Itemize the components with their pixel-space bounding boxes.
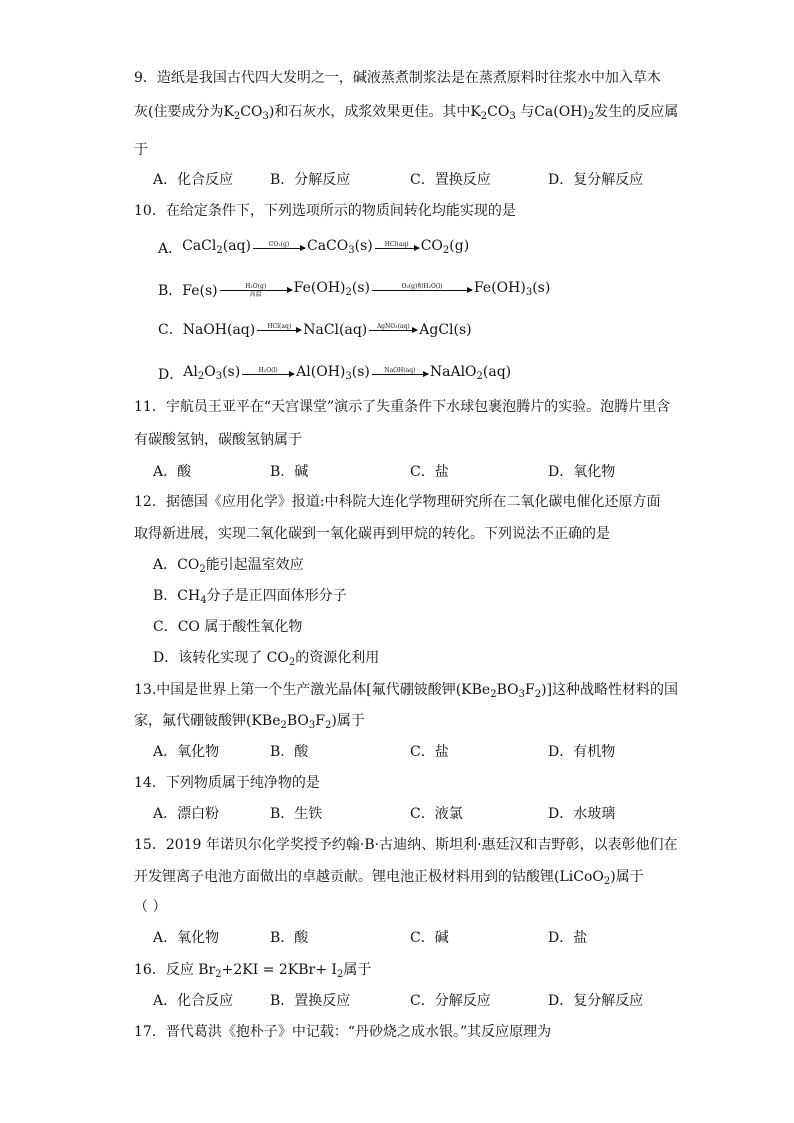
q17-stem: 17．晋代葛洪《抱朴子》中记载：“丹砂烧之成水银。”其反应原理为: [134, 1024, 552, 1040]
q9-option-a[interactable]: A．化合反应: [153, 172, 234, 188]
q11-option-a[interactable]: A．酸: [153, 464, 192, 480]
q11-option-c[interactable]: C．盐: [410, 464, 449, 480]
q9-option-c[interactable]: C．置换反应: [410, 172, 491, 188]
reaction-arrow: H₂O(l): [242, 367, 294, 382]
q15-option-d[interactable]: D．盐: [548, 930, 588, 946]
q12-stem-line1: 12．据德国《应用化学》报道:中科院大连化学物理研究所在二氧化碳电催化还原方面: [134, 494, 661, 510]
q14-option-a[interactable]: A．漂白粉: [153, 806, 220, 822]
q15-option-c[interactable]: C．碱: [410, 930, 449, 946]
reaction-arrow: AgNO₃(aq): [369, 323, 417, 338]
q13-option-d[interactable]: D．有机物: [548, 744, 616, 760]
q12-option-a[interactable]: A．$CO_2$能引起温室效应: [153, 557, 304, 575]
q16-stem: 16．反应 $Br_2+2KI = 2KBr+ I_2$属于: [134, 962, 372, 980]
reaction-arrow: CO₂(g): [253, 241, 305, 256]
q12-stem-line2: 取得新进展，实现二氧化碳到一氧化碳再到甲烷的转化。下列说法不正确的是: [134, 526, 610, 542]
q10-option-d[interactable]: D． $Al_2O_3(s)$ H₂O(l) $Al(OH)_3(s)$ NaOH(aq) NaAlO$_2$(aq): [158, 364, 512, 383]
q13-option-b[interactable]: B．酸: [270, 744, 309, 760]
q11-stem-line2: 有碳酸氢钠，碳酸氢钠属于: [134, 432, 302, 448]
reaction-arrow: H₂O(g) 高温: [220, 283, 292, 298]
q16-option-c[interactable]: C．分解反应: [410, 993, 491, 1009]
q16-option-a[interactable]: A．化合反应: [153, 993, 234, 1009]
q14-option-c[interactable]: C．液氯: [410, 806, 463, 822]
q13-option-c[interactable]: C．盐: [410, 744, 449, 760]
q10-option-a[interactable]: A． CaCl$_2$(aq) CO₂(g) CaCO$_3$(s) HCl(aq) $CO_2(g)$: [158, 238, 470, 257]
q12-option-c[interactable]: C．CO 属于酸性氧化物: [153, 619, 303, 635]
q12-option-d[interactable]: D．该转化实现了 $CO_2$的资源化利用: [153, 650, 380, 668]
q15-option-b[interactable]: B．酸: [270, 930, 309, 946]
q13-stem-line2: 家，氟代硼铍酸钾$(KBe_2BO_3F_2)$属于: [134, 713, 365, 731]
q9-option-b[interactable]: B．分解反应: [270, 172, 351, 188]
reaction-arrow: NaOH(aq): [372, 367, 428, 382]
q15-option-a[interactable]: A．氧化物: [153, 930, 220, 946]
q16-option-b[interactable]: B．置换反应: [270, 993, 351, 1009]
q10-option-b[interactable]: B． Fe(s) H₂O(g) 高温 $Fe(OH)_2(s)$ O₂(g)和H₂O(l) $Fe(OH)_3(s)$: [158, 280, 551, 299]
q14-option-b[interactable]: B．生铁: [270, 806, 323, 822]
q10-stem: 10．在给定条件下，下列选项所示的物质间转化均能实现的是: [134, 203, 516, 219]
q13-stem-line1: 13.中国是世界上第一个生产激光晶体[氟代硼铍酸钾$(KBe_2BO_3F_2)$]这种战略性材料的国: [134, 682, 679, 700]
q16-option-d[interactable]: D．复分解反应: [548, 993, 644, 1009]
q9-option-d[interactable]: D．复分解反应: [548, 172, 644, 188]
reaction-arrow: HCl(aq): [257, 323, 301, 338]
q9-stem-line3: 于: [134, 142, 148, 158]
q10-option-c[interactable]: C． NaOH(aq) HCl(aq) NaCl(aq) AgNO₃(aq) AgCl(s): [158, 322, 472, 338]
q13-option-a[interactable]: A．氧化物: [153, 744, 220, 760]
reaction-arrow: HCl(aq): [375, 241, 419, 256]
q15-answer-blank: （ ）: [134, 899, 167, 915]
q11-stem-line1: 11．宇航员王亚平在“天宫课堂”演示了失重条件下水球包裹泡腾片的实验。泡腾片里含: [134, 399, 671, 415]
q9-stem-line1: 9．造纸是我国古代四大发明之一，碱液蒸煮制浆法是在蒸煮原料时往浆水中加入草木: [134, 70, 661, 86]
q15-stem-line1: 15．2019 年诺贝尔化学奖授予约翰·B·古迪纳、斯坦利·惠廷汉和吉野彰，以表彰他们在: [134, 837, 678, 853]
q15-stem-line2: 开发锂离子电池方面做出的卓越贡献。锂电池正极材料用到的钴酸锂(LiCoO$_2$)属于: [134, 869, 644, 887]
q14-stem: 14．下列物质属于纯净物的是: [134, 775, 320, 791]
q12-option-b[interactable]: B．$CH_4$分子是正四面体形分子: [153, 588, 347, 606]
q11-option-d[interactable]: D．氧化物: [548, 464, 616, 480]
q14-option-d[interactable]: D．水玻璃: [548, 806, 616, 822]
reaction-arrow: O₂(g)和H₂O(l): [372, 283, 472, 298]
q9-stem-line2: 灰(住要成分为$K_2CO_3$)和石灰水，成浆效果更佳。其中$K_2CO_3$ 与$Ca(OH)_2$发生的反应属: [134, 104, 679, 122]
q11-option-b[interactable]: B．碱: [270, 464, 309, 480]
